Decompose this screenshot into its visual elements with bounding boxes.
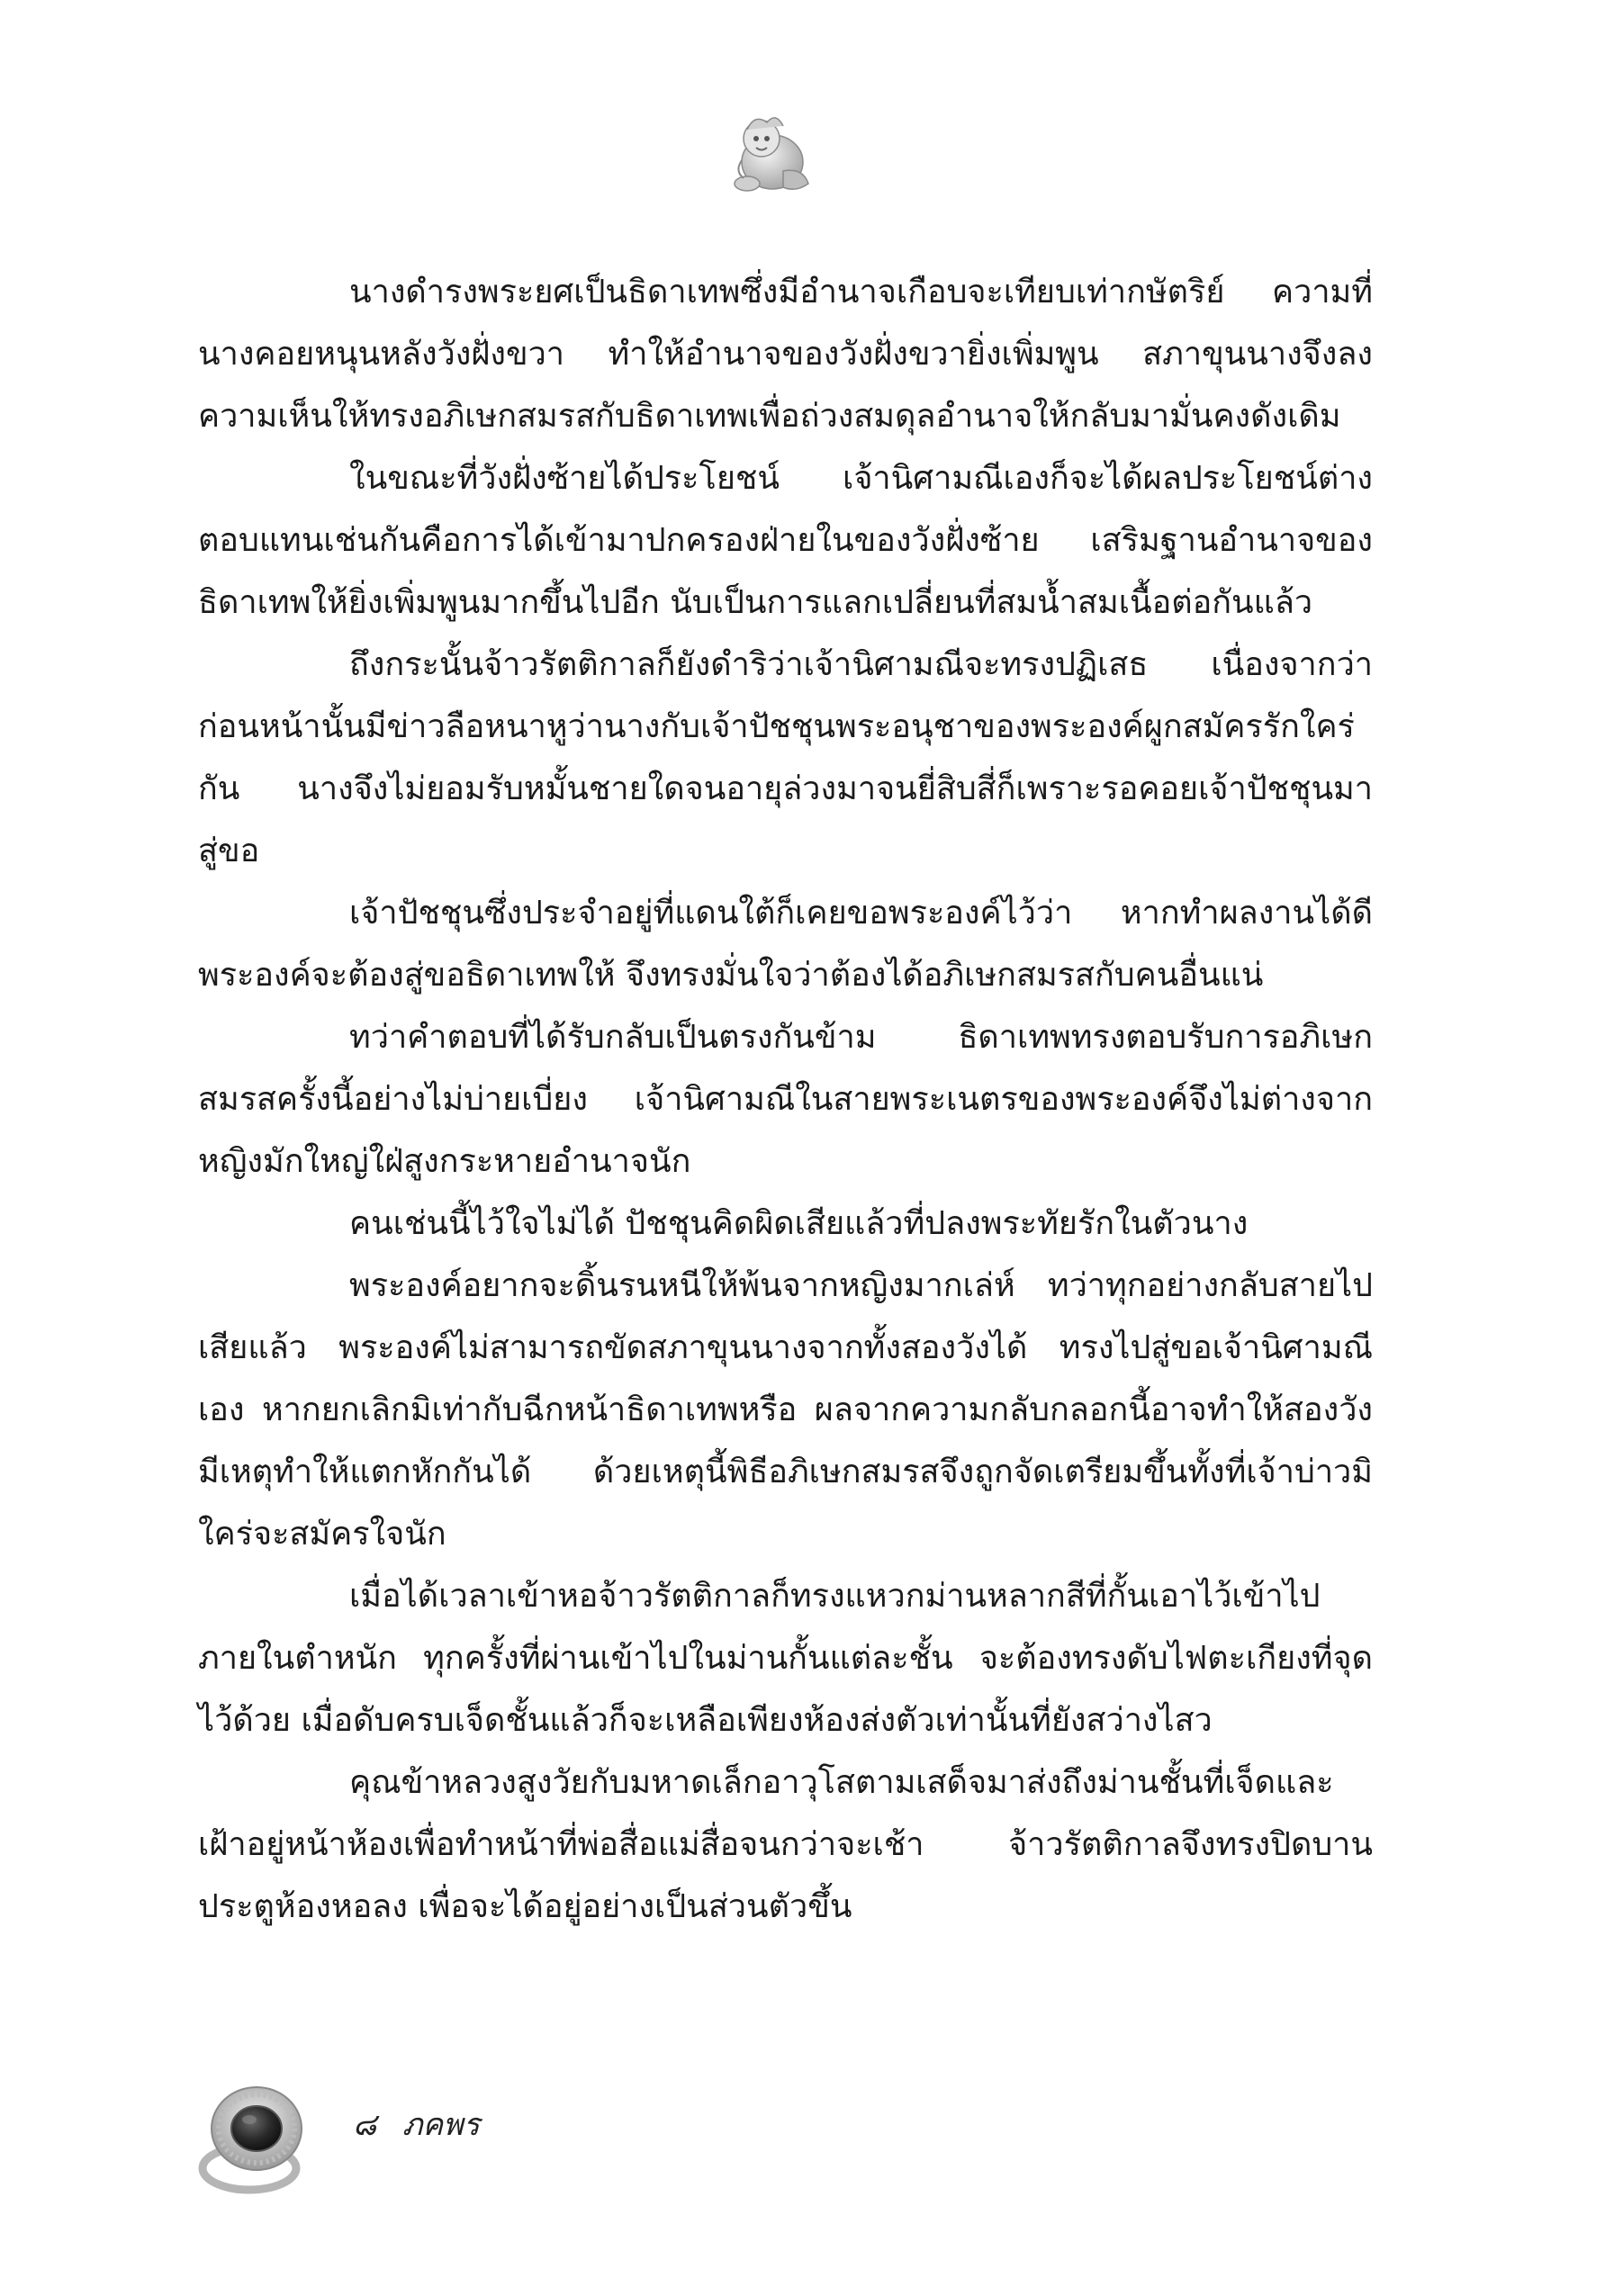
gem-ring-icon <box>194 2075 315 2196</box>
page-footer <box>194 2075 734 2210</box>
paragraph: ทว่าคำตอบที่ได้รับกลับเป็นตรงกันข้าม ธิดาเทพทรงตอบรับการอภิเษกสมรสครั้งนี้อย่างไม่บ่ายเบี่ยง เจ้านิศามณีในสายพระเนตรของพระองค์จึงไม่ต่างจากหญิงมักใหญ่ใฝ่สูงกระหายอำนาจนัก <box>198 1019 1373 1180</box>
paragraph: นางดำรงพระยศเป็นธิดาเทพซึ่งมีอำนาจเกือบจะเทียบเท่ากษัตริย์ ความที่นางคอยหนุนหลังวังฝั่งขวา ทำให้อำนาจของวังฝั่งขวายิ่งเพิ่มพูน สภาขุนนางจึงลงความเห็นให้ทรงอภิเษกสมรสกับธิดาเทพเพื่อถ่วงสมดุลอำนาจให้กลับมามั่นคงดังเดิม <box>198 274 1373 435</box>
paragraph: เมื่อได้เวลาเข้าหอจ้าวรัตติกาลก็ทรงแหวกม่านหลากสีที่กั้นเอาไว้เข้าไปภายในตำหนัก ทุกครั้งที่ผ่านเข้าไปในม่านกั้นแต่ละชั้น จะต้องทรงดับไฟตะเกียงที่จุดไว้ด้วย เมื่อดับครบเจ็ดชั้นแล้วก็จะเหลือเพียงห้องส่งตัวเท่านั้นที่ยังสว่างไสว <box>198 1578 1373 1739</box>
paragraph: คนเช่นนี้ไว้ใจไม่ได้ ปัชชุนคิดผิดเสียแล้วที่ปลงพระทัยรักในตัวนาง <box>349 1205 1249 1242</box>
paragraph: พระองค์อยากจะดิ้นรนหนีให้พ้นจากหญิงมากเล่ห์ ทว่าทุกอย่างกลับสายไปเสียแล้ว พระองค์ไม่สามารถขัดสภาขุนนางจากทั้งสองวังได้ ทรงไปสู่ขอเจ้านิศามณีเอง หากยกเลิกมิเท่ากับฉีกหน้าธิดาเทพหรือ ผลจากความกลับกลอกนี้อาจทำให้สองวังมีเหตุทำให้แตกหักกันได้ ด้วยเหตุนี้พิธีอภิเษกสมรสจึงถูกจัดเตรียมขึ้นทั้งที่เจ้าบ่าวมิใคร่จะสมัครใจนัก <box>198 1267 1373 1553</box>
paragraph: ถึงกระนั้นจ้าวรัตติกาลก็ยังดำริว่าเจ้านิศามณีจะทรงปฏิเสธ เนื่องจากว่าก่อนหน้านั้นมีข่าวลือหนาหูว่านางกับเจ้าปัชชุนพระอนุชาของพระองค์ผูกสมัครรักใคร่กัน นางจึงไม่ยอมรับหมั้นชายใดจนอายุล่วงมาจนยี่สิบสี่ก็เพราะรอคอยเจ้าปัชชุนมาสู่ขอ <box>198 646 1373 869</box>
book-title: ภคพร <box>402 2107 480 2143</box>
paragraph: เจ้าปัชชุนซึ่งประจำอยู่ที่แดนใต้ก็เคยขอพระองค์ไว้ว่า หากทำผลงานได้ดีพระองค์จะต้องสู่ขอธิดาเทพให้ จึงทรงมั่นใจว่าต้องได้อภิเษกสมรสกับคนอื่นแน่ <box>198 895 1373 994</box>
page-number: ๘ <box>353 2107 377 2143</box>
paragraph: ในขณะที่วังฝั่งซ้ายได้ประโยชน์ เจ้านิศามณีเองก็จะได้ผลประโยชน์ต่างตอบแทนเช่นกันคือการได้เข้ามาปกครองฝ่ายในของวังฝั่งซ้าย เสริมฐานอำนาจของธิดาเทพให้ยิ่งเพิ่มพูนมากขึ้นไปอีก นับเป็นการแลกเปลี่ยนที่สมน้ำสมเนื้อต่อกันแล้ว <box>198 460 1373 621</box>
cartoon-creature-icon <box>720 106 819 205</box>
page-body <box>198 261 1373 1998</box>
paragraph: คุณข้าหลวงสูงวัยกับมหาดเล็กอาวุโสตามเสด็จมาส่งถึงม่านชั้นที่เจ็ดและเฝ้าอยู่หน้าห้องเพื่อทำหน้าที่พ่อสื่อแม่สื่อจนกว่าจะเช้า จ้าวรัตติกาลจึงทรงปิดบานประตูห้องหอลง เพื่อจะได้อยู่อย่างเป็นส่วนตัวขึ้น <box>198 1764 1373 1925</box>
